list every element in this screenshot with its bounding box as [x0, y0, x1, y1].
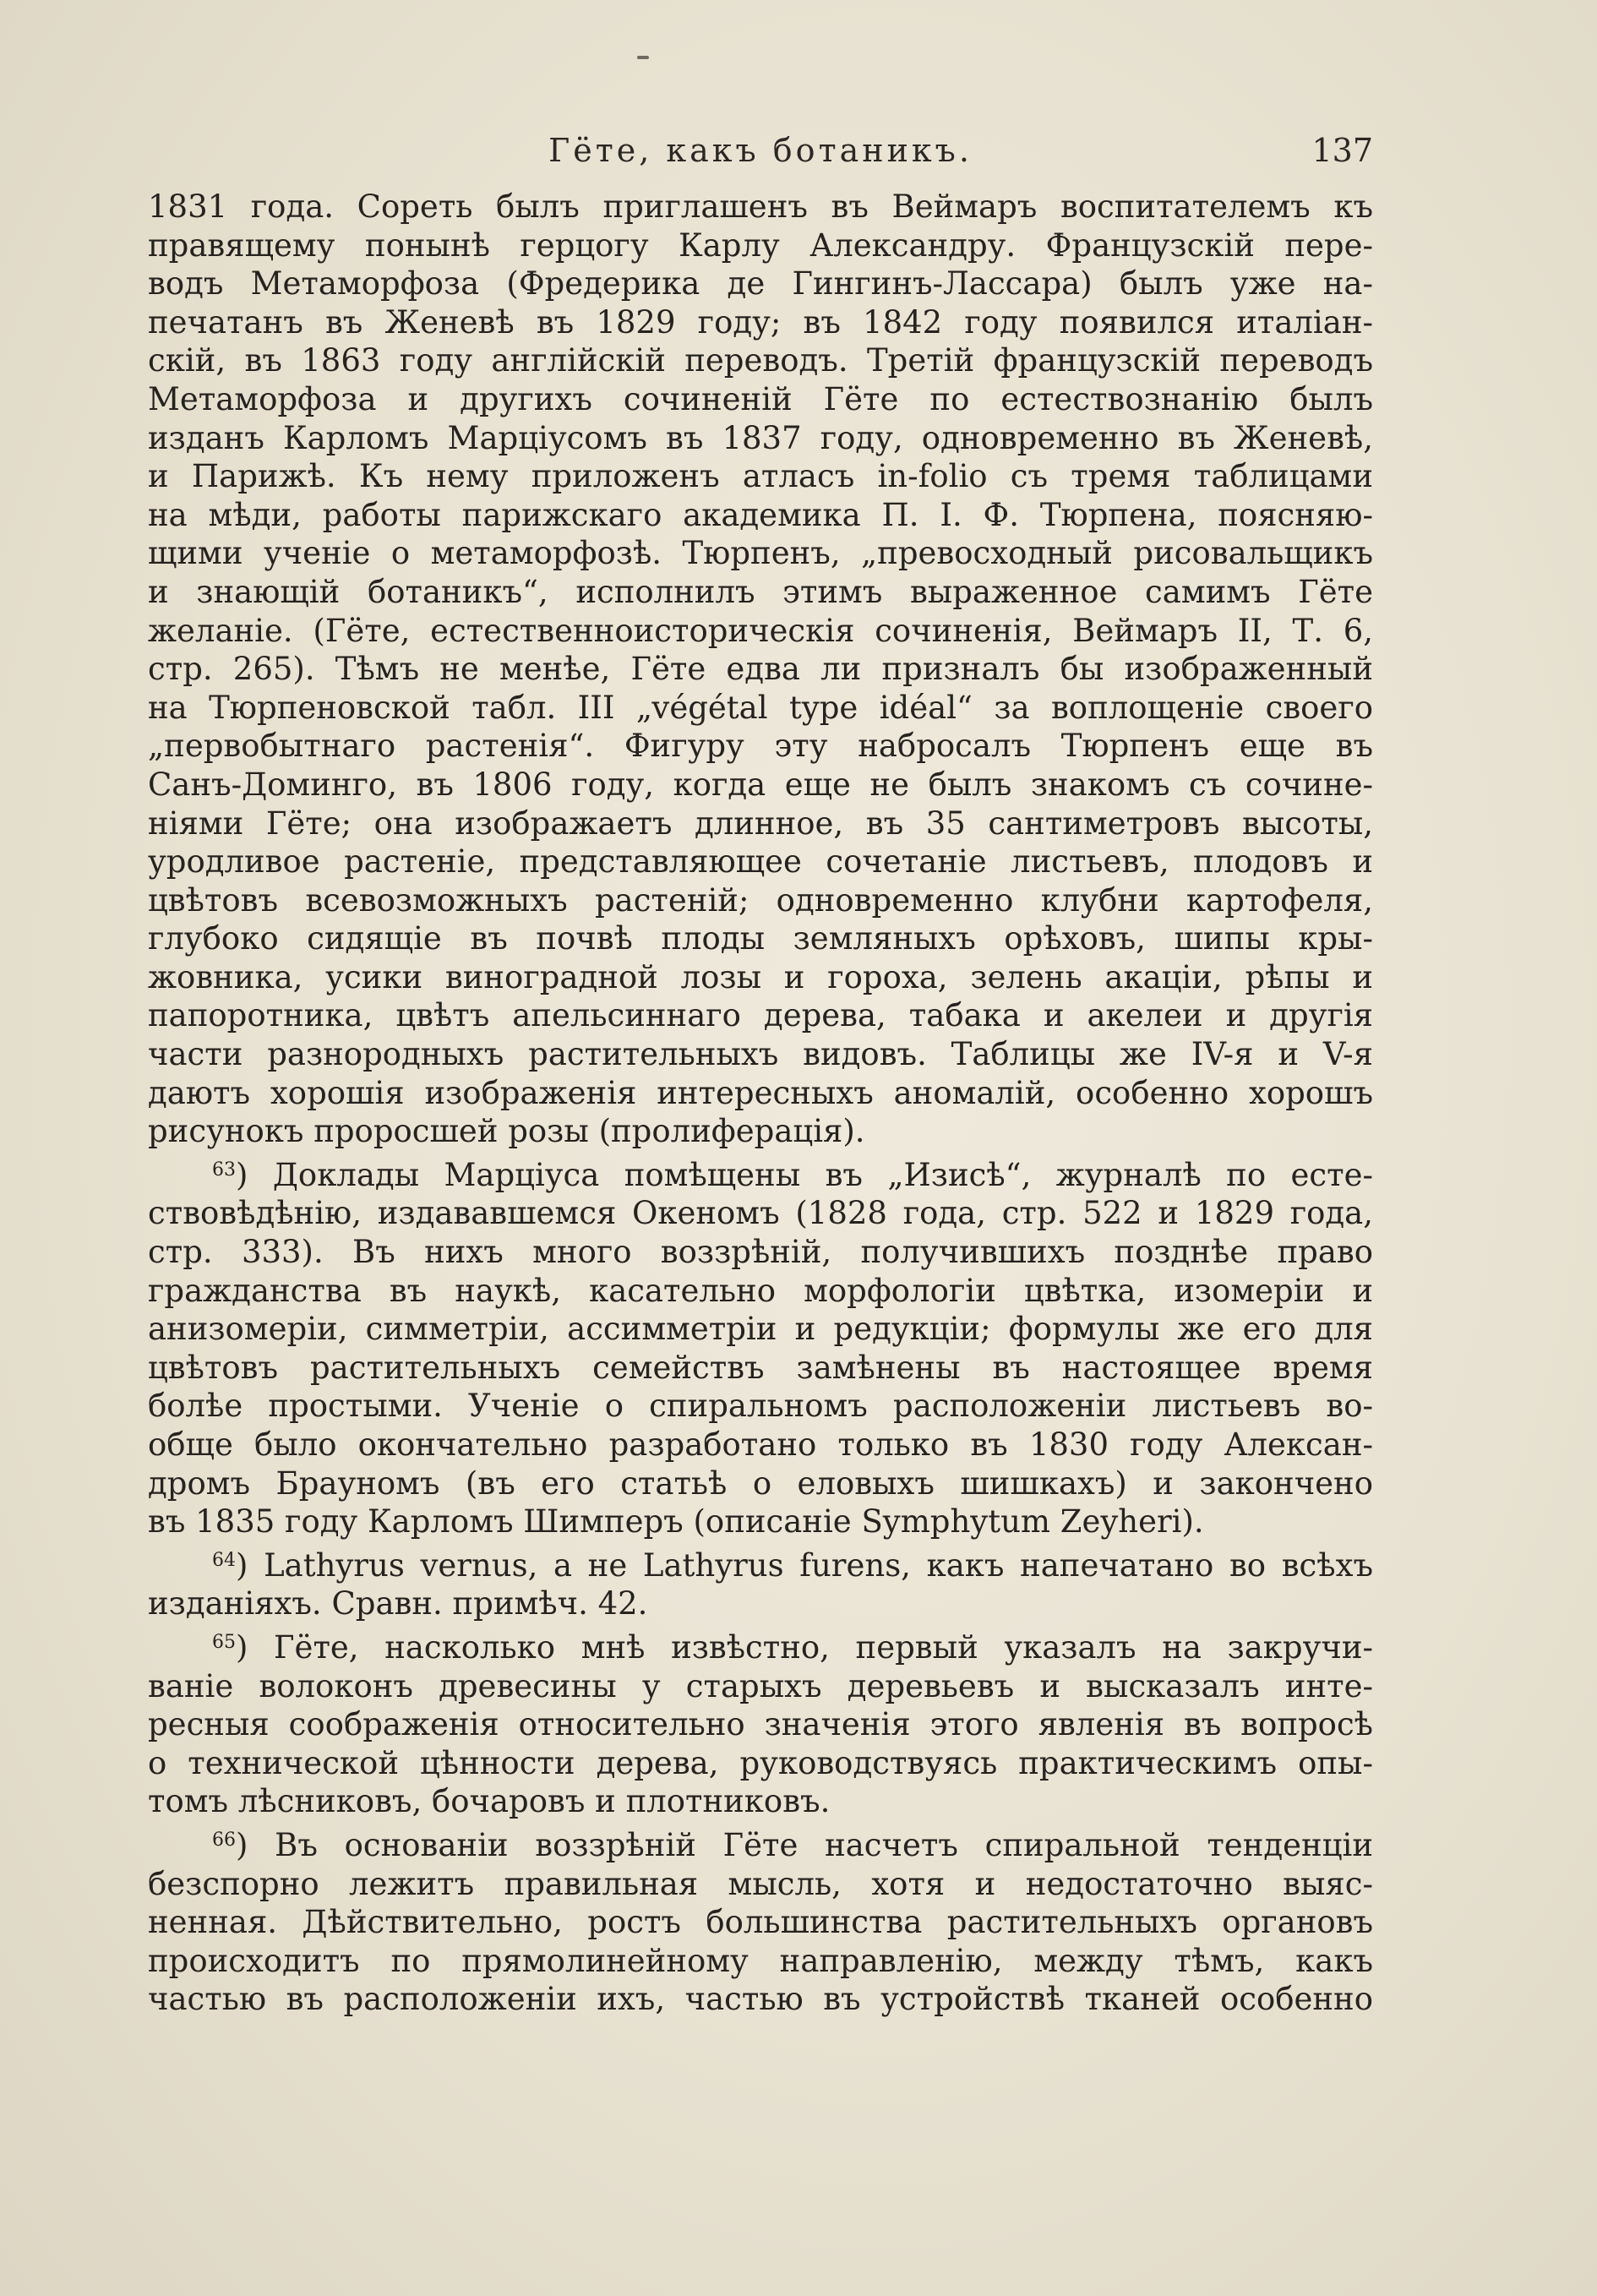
text-line: о технической цѣнности дерева, руководствуясь практическимъ опы-: [148, 1744, 1373, 1781]
text-line: и знающій ботаникъ“, исполнилъ этимъ выраженное самимъ Гёте: [148, 573, 1373, 610]
text-line: уродливое растеніе, представляющее сочетаніе листьевъ, плодовъ и: [148, 843, 1373, 881]
text-line: желаніе. (Гёте, естественноисторическія сочиненія, Веймаръ II, Т. 6,: [148, 612, 1373, 649]
text-line: стр. 333). Въ нихъ много воззрѣній, получившихъ позднѣе право: [148, 1234, 1373, 1271]
text-line: глубоко сидящіе въ почвѣ плоды земляныхъ орѣховъ, шипы кры-: [148, 920, 1373, 957]
text-line: печатанъ въ Женевѣ въ 1829 году; въ 1842 году появился италіан-: [148, 303, 1373, 341]
text-line: изданіяхъ. Сравн. примѣч. 42.: [148, 1585, 648, 1622]
text-line: рисунокъ проросшей розы (пролиферація).: [148, 1113, 865, 1150]
body-text: [148, 188, 1373, 2019]
page-number: 137: [1311, 132, 1373, 169]
text-line: въ 1835 году Карломъ Шимперъ (описаніе Symphytum Zeyheri).: [148, 1503, 1204, 1541]
text-line: анизомеріи, симметріи, ассимметріи и редукціи; формулы же его для: [148, 1311, 1373, 1348]
text-line: [148, 1546, 1373, 1585]
footnote-text: ) Гёте, насколько мнѣ извѣстно, первый указалъ на закручи-: [236, 1628, 1373, 1666]
footnote-64: [148, 1546, 1373, 1623]
text-line: ваніе волоконъ древесины у старыхъ деревьевъ и высказалъ инте-: [148, 1667, 1373, 1704]
text-line: ніями Гёте; она изображаетъ длинное, въ 35 сантиметровъ высоты,: [148, 804, 1373, 842]
text-line: Метаморфоза и другихъ сочиненій Гёте по естествознанію былъ: [148, 380, 1373, 417]
footnote-63: [148, 1156, 1373, 1541]
text-line: цвѣтовъ растительныхъ семействъ замѣнены въ настоящее время: [148, 1349, 1373, 1386]
text-line: и Парижѣ. Къ нему приложенъ атласъ in-folio съ тремя таблицами: [148, 458, 1373, 495]
text-line: происходитъ по прямолинейному направленію, между тѣмъ, какъ: [148, 1942, 1373, 1979]
text-line: частью въ расположеніи ихъ, частью въ устройствѣ тканей особенно: [148, 1981, 1373, 2018]
text-line: стр. 265). Тѣмъ не менѣе, Гёте едва ли призналъ бы изображенный: [148, 651, 1373, 688]
text-line: папоротника, цвѣтъ апельсиннаго дерева, табака и акелеи и другія: [148, 997, 1373, 1034]
text-line: даютъ хорошія изображенія интересныхъ аномалій, особенно хорошъ: [148, 1074, 1373, 1111]
text-line: водъ Метаморфоза (Фредерика де Гингинъ-Лассара) былъ уже на-: [148, 265, 1373, 303]
main-paragraph: [148, 188, 1373, 1151]
text-line: ствовѣдѣнію, издававшемся Океномъ (1828 года, стр. 522 и 1829 года,: [148, 1195, 1373, 1232]
footnote-text: ) Доклады Марціуса помѣщены въ „Изисѣ“, журналѣ по есте-: [236, 1156, 1373, 1193]
text-line: болѣе простыми. Ученіе о спиральномъ расположеніи листьевъ во-: [148, 1388, 1373, 1425]
text-line: на Тюрпеновской табл. III „végétal type idéal“ за воплощеніе своего: [148, 689, 1373, 726]
text-line: Санъ-Доминго, въ 1806 году, когда еще не былъ знакомъ съ сочине-: [148, 766, 1373, 803]
running-title: Гёте, какъ ботаникъ.: [548, 132, 973, 169]
footnote-number: 66: [212, 1829, 236, 1851]
text-line: части разнородныхъ растительныхъ видовъ. Таблицы же IV-я и V-я: [148, 1036, 1373, 1073]
text-line: [148, 1156, 1373, 1195]
footnote-66: [148, 1826, 1373, 2019]
footnote-text: ) Lathyrus vernus, а не Lathyrus furens, какъ напечатано во всѣхъ: [236, 1546, 1373, 1584]
text-line: правящему понынѣ герцогу Карлу Александру. Французскій пере-: [148, 226, 1373, 264]
text-line: ресныя соображенія относительно значенія этого явленія въ вопросѣ: [148, 1706, 1373, 1743]
text-line: жовника, усики виноградной лозы и гороха, зелень акаціи, рѣпы и: [148, 958, 1373, 995]
footnote-number: 64: [212, 1549, 236, 1571]
page-header: [148, 125, 1373, 176]
paper-speck: [637, 56, 649, 59]
text-line: гражданства въ наукѣ, касательно морфологіи цвѣтка, изомеріи и: [148, 1272, 1373, 1309]
text-line: [148, 1826, 1373, 1865]
text-line: безспорно лежитъ правильная мысль, хотя и недостаточно выяс-: [148, 1865, 1373, 1902]
footnote-65: [148, 1628, 1373, 1821]
text-line: ненная. Дѣйствительно, ростъ большинства растительныхъ органовъ: [148, 1904, 1373, 1941]
text-line: изданъ Карломъ Марціусомъ въ 1837 году, одновременно въ Женевѣ,: [148, 419, 1373, 456]
text-line: обще было окончательно разработано только въ 1830 году Алексан-: [148, 1426, 1373, 1463]
text-line: цвѣтовъ всевозможныхъ растеній; одновременно клубни картофеля,: [148, 881, 1373, 919]
text-line: на мѣди, работы парижскаго академика П. I. Ф. Тюрпена, поясняю-: [148, 496, 1373, 533]
text-line: дромъ Брауномъ (въ его статьѣ о еловыхъ шишкахъ) и закончено: [148, 1464, 1373, 1502]
text-line: „первобытнаго растенія“. Фигуру эту набросалъ Тюрпенъ еще въ: [148, 728, 1373, 765]
text-line: щими ученіе о метаморфозѣ. Тюрпенъ, „превосходный рисовальщикъ: [148, 535, 1373, 572]
text-line: скій, въ 1863 году англійскій переводъ. Третій французскій переводъ: [148, 342, 1373, 379]
footnote-text: ) Въ основаніи воззрѣній Гёте насчетъ спиральной тенденціи: [236, 1826, 1373, 1863]
text-line: 1831 года. Сореть былъ приглашенъ въ Веймаръ воспитателемъ къ: [148, 188, 1373, 225]
text-line: томъ лѣсниковъ, бочаровъ и плотниковъ.: [148, 1783, 831, 1820]
footnote-number: 65: [212, 1631, 236, 1653]
text-line: [148, 1628, 1373, 1667]
footnote-number: 63: [212, 1159, 236, 1181]
